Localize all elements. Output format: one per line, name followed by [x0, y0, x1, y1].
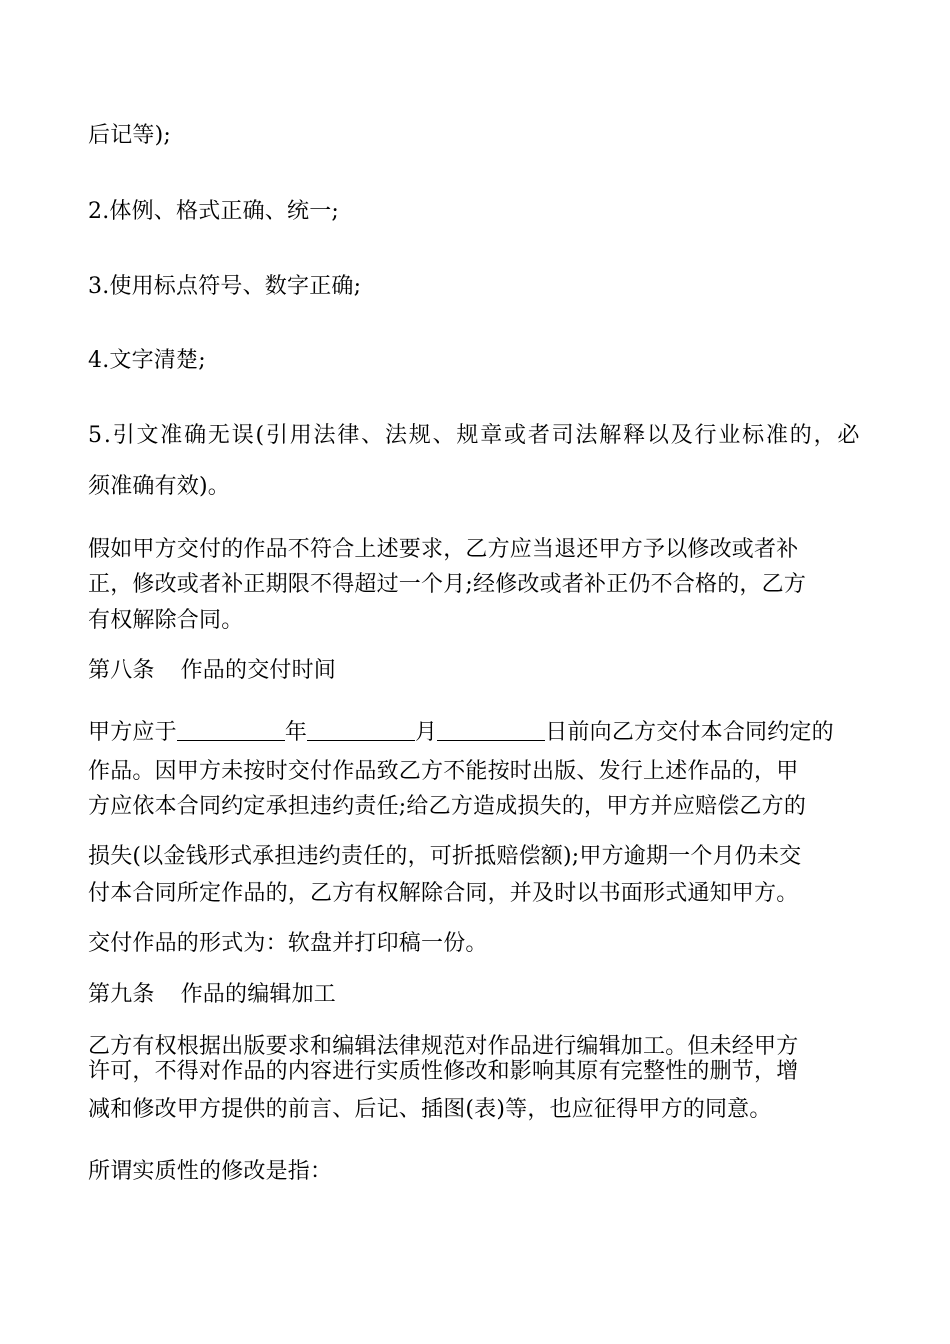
paragraph-line: 有权解除合同。	[88, 608, 244, 633]
delivery-prefix: 甲方应于	[88, 720, 177, 745]
text-line: 须准确有效)。	[88, 474, 230, 499]
text-line: 后记等);	[88, 123, 171, 148]
delivery-suffix: 日前向乙方交付本合同约定的	[545, 720, 834, 745]
article-title: 作品的编辑加工	[180, 982, 337, 1007]
paragraph-line: 交付作品的形式为：软盘并打印稿一份。	[88, 931, 488, 956]
paragraph-line: 方应依本合同约定承担违约责任;给乙方造成损失的，甲方并应赔偿乙方的	[88, 794, 807, 819]
article-heading	[88, 980, 868, 1010]
delivery-date-line	[88, 718, 868, 748]
paragraph-line: 付本合同所定作品的，乙方有权解除合同，并及时以书面形式通知甲方。	[88, 881, 799, 906]
list-item: 4.文字清楚;	[88, 348, 206, 373]
paragraph-line: 乙方有权根据出版要求和编辑法律规范对作品进行编辑加工。但未经甲方	[88, 1034, 799, 1059]
paragraph-line: 许可，不得对作品的内容进行实质性修改和影响其原有完整性的删节，增	[88, 1059, 799, 1084]
article-number: 第九条	[88, 982, 155, 1007]
list-item: 3.使用标点符号、数字正确;	[88, 274, 362, 299]
article-number: 第八条	[88, 658, 155, 683]
paragraph-line: 损失(以金钱形式承担违约责任的，可折抵赔偿额);甲方逾期一个月仍未交	[88, 844, 802, 869]
paragraph-line: 作品。因甲方未按时交付作品致乙方不能按时出版、发行上述作品的，甲	[88, 759, 799, 784]
list-item: 5 . 引 文 准 确 无 误 ( 引 用 法 律 、 法 规 、 规 章 或 者 司 法 解 释 以 及 行 业 标 准 的 ， 必	[88, 423, 860, 448]
month-blank	[307, 718, 415, 741]
paragraph-line: 假如甲方交付的作品不符合上述要求，乙方应当退还甲方予以修改或者补	[88, 537, 799, 562]
paragraph-line: 所谓实质性的修改是指：	[88, 1159, 333, 1184]
year-label: 年	[284, 720, 308, 745]
month-label: 月	[415, 720, 438, 745]
year-blank	[177, 718, 285, 741]
paragraph-line: 正，修改或者补正期限不得超过一个月;经修改或者补正仍不合格的，乙方	[88, 572, 807, 597]
article-heading	[88, 656, 868, 686]
day-blank	[437, 718, 545, 741]
article-title: 作品的交付时间	[180, 658, 337, 683]
paragraph-line: 减和修改甲方提供的前言、后记、插图(表)等，也应征得甲方的同意。	[88, 1097, 772, 1122]
list-item: 2.体例、格式正确、统一;	[88, 199, 340, 224]
